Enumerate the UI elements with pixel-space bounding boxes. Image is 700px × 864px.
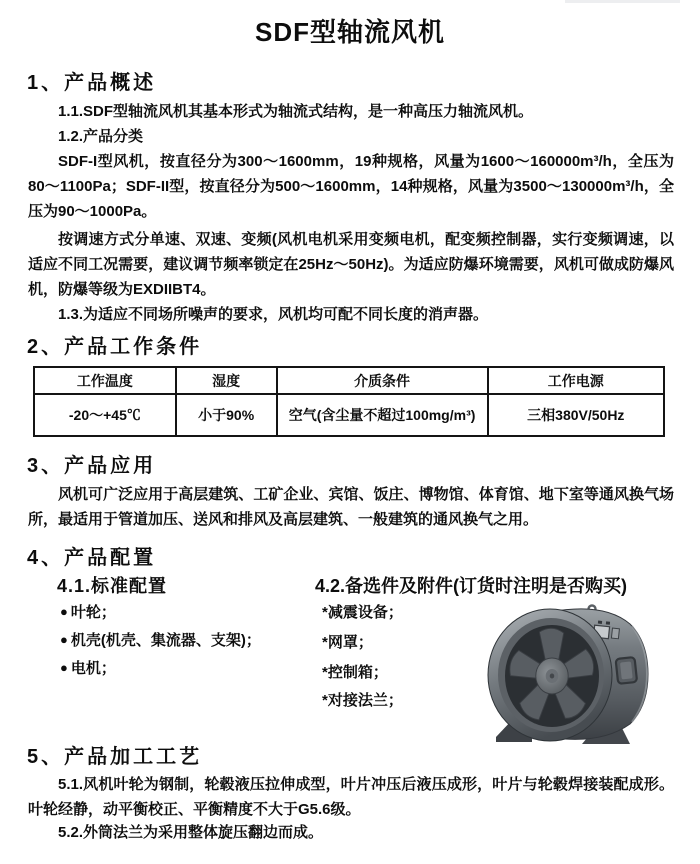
paragraph-1-2: 1.2.产品分类 (58, 128, 144, 145)
section-5-heading: 5、产品加工工艺 (27, 746, 203, 768)
optional-item-damper: *减震设备； (322, 604, 403, 621)
paragraph-1-3: 1.3.为适应不同场所噪声的要求，风机均可配不同长度的消声器。 (58, 306, 489, 323)
table-header-humidity: 湿度 (176, 367, 277, 394)
table-cell-humidity: 小于90% (176, 394, 277, 436)
optional-item-flange: *对接法兰； (322, 692, 403, 709)
subsection-4-2-heading: 4.2.备选件及附件(订货时注明是否购买) (315, 576, 628, 596)
table-cell-temperature: -20～+45℃ (34, 394, 176, 436)
paragraph-speed-control: 按调速方式分单速、双速、变频(风机电机采用变频电机，配变频控制器，实行变频调速，以适应不同工况需要，建议调节频率锁定在25Hz～50Hz)。为适应防爆环境需要，风机可做成防爆风机，防爆等级为EXDIIBT4。 (28, 231, 674, 298)
table-cell-medium: 空气(含尘量不超过100mg/m³) (277, 394, 488, 436)
standard-item-impeller (60, 601, 116, 622)
hub-bolt (550, 674, 555, 679)
optional-item-mesh: *网罩； (322, 634, 373, 651)
table-row (34, 394, 664, 436)
bullet-icon: ● (60, 604, 68, 619)
standard-item-motor (60, 657, 116, 678)
axial-fan-illustration (484, 602, 656, 748)
paragraph-5-2: 5.2.外筒法兰为采用整体旋压翻边而成。 (58, 824, 324, 841)
standard-item-label: 叶轮； (70, 604, 116, 621)
section-2-heading: 2、产品工作条件 (27, 336, 203, 358)
bullet-icon: ● (60, 660, 68, 675)
table-header-temperature: 工作温度 (34, 367, 176, 394)
section-3-heading: 3、产品应用 (27, 455, 157, 477)
paragraph-application: 风机可广泛应用于高层建筑、工矿企业、宾馆、饭庄、博物馆、体育馆、地下室等通风换气场所，最适用于管道加压、送风和排风及高层建筑、一般建筑的通风换气之用。 (28, 486, 674, 528)
access-panel (616, 657, 638, 684)
table-header-row (34, 367, 664, 394)
section-1-heading: 1、产品概述 (27, 72, 157, 94)
paragraph-classification: SDF-I型风机，按直径分为300～1600mm，19种规格，风量为1600～160000m³/h，全压为80～1100Pa；SDF-II型，按直径分为500～1600mm，14种规格，风量为3500～130000m³/h，全压为90～1000Pa。 (28, 153, 674, 220)
top-edge-strip (565, 0, 680, 3)
standard-item-label: 机壳(机壳、集流器、支架)； (70, 632, 261, 649)
bullet-icon: ● (60, 632, 68, 647)
section-4-heading: 4、产品配置 (27, 547, 157, 569)
optional-item-control: *控制箱； (322, 664, 388, 681)
table-header-power: 工作电源 (488, 367, 664, 394)
axial-fan-product-image (484, 602, 656, 748)
table-header-medium: 介质条件 (277, 367, 488, 394)
paragraph-5-1: 5.1.风机叶轮为钢制，轮毂液压拉伸成型，叶片冲压后液压成形，叶片与轮毂焊接装配成形。叶轮经静，动平衡校正、平衡精度不大于G5.6级。 (28, 776, 674, 818)
paragraph-1-1: 1.1.SDF型轴流风机其基本形式为轴流式结构，是一种高压力轴流风机。 (58, 103, 534, 120)
standard-item-casing (60, 629, 261, 650)
working-conditions-table (33, 366, 665, 437)
table-cell-power: 三相380V/50Hz (488, 394, 664, 436)
subsection-4-1-heading: 4.1.标准配置 (57, 576, 168, 596)
standard-item-label: 电机； (70, 660, 116, 677)
page-title: SDF型轴流风机 (254, 17, 445, 47)
